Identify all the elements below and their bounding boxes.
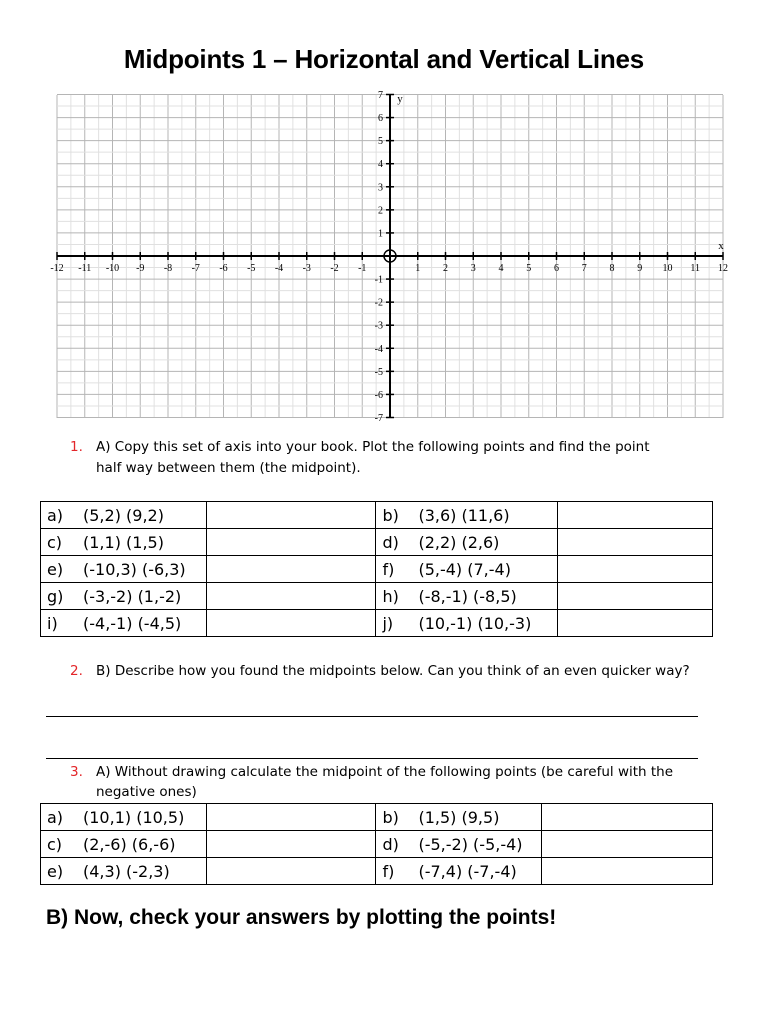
- question-number: 1.: [70, 439, 83, 455]
- x-tick-label: -6: [219, 263, 228, 274]
- answer-cell[interactable]: [206, 831, 376, 858]
- item-letter: j): [382, 613, 394, 633]
- point-pair: (10,-1) (10,-3): [418, 613, 532, 633]
- answer-cell[interactable]: [558, 610, 713, 637]
- points-cell: [41, 831, 207, 858]
- points-cell: [41, 804, 207, 831]
- y-tick-label: -2: [374, 297, 383, 309]
- points-cell: [376, 529, 558, 556]
- y-tick-label: 4: [378, 159, 383, 171]
- point-pair: (-7,4) (-7,-4): [418, 861, 517, 881]
- points-cell: [41, 858, 207, 885]
- answer-cell[interactable]: [206, 858, 376, 885]
- answer-cell[interactable]: [558, 529, 713, 556]
- points-cell: [41, 502, 207, 529]
- x-tick-label: 8: [609, 263, 615, 274]
- table-row: [41, 583, 713, 610]
- x-tick-label: -7: [191, 263, 200, 274]
- x-tick-label: 6: [554, 263, 559, 274]
- item-letter: d): [382, 532, 399, 552]
- y-tick-label: -1: [374, 274, 383, 286]
- points-cell: [41, 556, 207, 583]
- table-row: [41, 804, 713, 831]
- y-tick-label: 2: [378, 205, 383, 217]
- point-pair: (4,3) (-2,3): [83, 861, 170, 881]
- answer-cell[interactable]: [558, 556, 713, 583]
- x-tick-label: -2: [330, 263, 339, 274]
- x-tick-label: 4: [498, 263, 504, 274]
- x-tick-label: -3: [302, 263, 311, 274]
- answer-cell[interactable]: [206, 610, 376, 637]
- question-text-line-2: negative ones): [96, 784, 197, 800]
- x-tick-label: 7: [581, 263, 587, 274]
- point-pair: (2,2) (2,6): [418, 532, 500, 552]
- table-row: [41, 556, 713, 583]
- x-tick-label: 2: [443, 263, 448, 274]
- point-pair: (-5,-2) (-5,-4): [418, 834, 523, 854]
- answer-line-2[interactable]: [46, 758, 698, 759]
- x-tick-label: -1: [358, 263, 367, 274]
- question-number: 2.: [70, 663, 83, 679]
- y-tick-label: 3: [378, 182, 383, 194]
- item-letter: c): [47, 834, 63, 854]
- y-tick-label: -5: [374, 366, 383, 378]
- y-tick-label: -7: [374, 413, 383, 424]
- point-pair: (2,-6) (6,-6): [83, 834, 176, 854]
- question-number: 3.: [70, 764, 83, 780]
- x-tick-label: -11: [78, 263, 92, 274]
- points-table-q1: [40, 501, 713, 637]
- table-row: [41, 831, 713, 858]
- question-text: B) Describe how you found the midpoints below. Can you think of an even quicker way?: [96, 663, 690, 679]
- point-pair: (-4,-1) (-4,5): [83, 613, 182, 633]
- footer-instruction: B) Now, check your answers by plotting the points!: [46, 906, 557, 929]
- point-pair: (-8,-1) (-8,5): [418, 586, 517, 606]
- item-letter: f): [382, 861, 395, 881]
- item-letter: a): [47, 505, 64, 525]
- points-cell: [376, 583, 558, 610]
- question-text-line-2: half way between them (the midpoint).: [96, 460, 361, 476]
- item-letter: a): [47, 807, 64, 827]
- x-tick-label: -8: [163, 263, 173, 274]
- table-row: [41, 610, 713, 637]
- answer-cell[interactable]: [206, 556, 376, 583]
- question-3: [70, 762, 760, 804]
- item-letter: c): [47, 532, 63, 552]
- coordinate-grid: [0, 0, 768, 440]
- x-tick-label: -12: [50, 263, 64, 274]
- answer-cell[interactable]: [206, 583, 376, 610]
- item-letter: i): [47, 613, 58, 633]
- y-tick-label: 6: [378, 113, 383, 125]
- answer-cell[interactable]: [558, 502, 713, 529]
- point-pair: (1,5) (9,5): [418, 807, 500, 827]
- item-letter: e): [47, 861, 64, 881]
- y-tick-label: 1: [378, 228, 383, 240]
- points-cell: [376, 858, 542, 885]
- item-letter: f): [382, 559, 395, 579]
- answer-line-1[interactable]: [46, 716, 698, 717]
- answer-cell[interactable]: [542, 858, 713, 885]
- table-row: [41, 529, 713, 556]
- y-tick-label: -4: [374, 343, 383, 355]
- points-cell: [376, 502, 558, 529]
- points-cell: [41, 610, 207, 637]
- x-tick-label: 9: [637, 263, 643, 274]
- question-text-line-1: A) Copy this set of axis into your book. Plot the following points and find the point: [96, 439, 650, 455]
- x-tick-label: 10: [662, 263, 673, 274]
- table-row: [41, 858, 713, 885]
- points-cell: [376, 610, 558, 637]
- x-tick-label: 11: [690, 263, 701, 274]
- x-tick-label: -9: [136, 263, 145, 274]
- points-cell: [376, 804, 542, 831]
- y-tick-label: -3: [374, 320, 383, 332]
- y-tick-label: 7: [378, 90, 383, 101]
- y-tick-label: -6: [374, 389, 383, 401]
- points-cell: [376, 556, 558, 583]
- table-row: [41, 502, 713, 529]
- answer-cell[interactable]: [542, 804, 713, 831]
- point-pair: (-10,3) (-6,3): [83, 559, 186, 579]
- x-tick-label: 5: [526, 263, 532, 274]
- x-tick-label: 12: [718, 263, 728, 274]
- item-letter: b): [382, 505, 399, 525]
- point-pair: (5,-4) (7,-4): [418, 559, 511, 579]
- item-letter: e): [47, 559, 64, 579]
- answer-cell[interactable]: [542, 831, 713, 858]
- y-tick-label: 5: [378, 136, 383, 148]
- point-pair: (10,1) (10,5): [83, 807, 185, 827]
- x-tick-label: 1: [415, 263, 421, 274]
- answer-cell[interactable]: [206, 529, 376, 556]
- point-pair: (5,2) (9,2): [83, 505, 164, 525]
- x-tick-label: -4: [274, 263, 284, 274]
- x-axis-label: x: [718, 240, 724, 252]
- item-letter: g): [47, 586, 64, 606]
- points-cell: [376, 831, 542, 858]
- point-pair: (1,1) (1,5): [83, 532, 164, 552]
- points-table-q3: [40, 803, 713, 885]
- point-pair: (3,6) (11,6): [418, 505, 510, 525]
- answer-cell[interactable]: [558, 583, 713, 610]
- point-pair: (-3,-2) (1,-2): [83, 586, 182, 606]
- item-letter: h): [382, 586, 399, 606]
- question-text-line-1: A) Without drawing calculate the midpoint of the following points (be careful with the: [96, 764, 674, 780]
- item-letter: b): [382, 807, 399, 827]
- answer-cell[interactable]: [206, 502, 376, 529]
- x-tick-label: 3: [470, 263, 476, 274]
- y-axis-label: y: [397, 93, 403, 105]
- question-1: [70, 437, 760, 481]
- points-cell: [41, 583, 207, 610]
- x-tick-label: -5: [247, 263, 256, 274]
- points-cell: [41, 529, 207, 556]
- x-tick-label: -10: [105, 263, 120, 274]
- item-letter: d): [382, 834, 399, 854]
- answer-cell[interactable]: [206, 804, 376, 831]
- page-title: Midpoints 1 – Horizontal and Vertical Lines: [123, 44, 645, 74]
- question-2: [70, 661, 760, 683]
